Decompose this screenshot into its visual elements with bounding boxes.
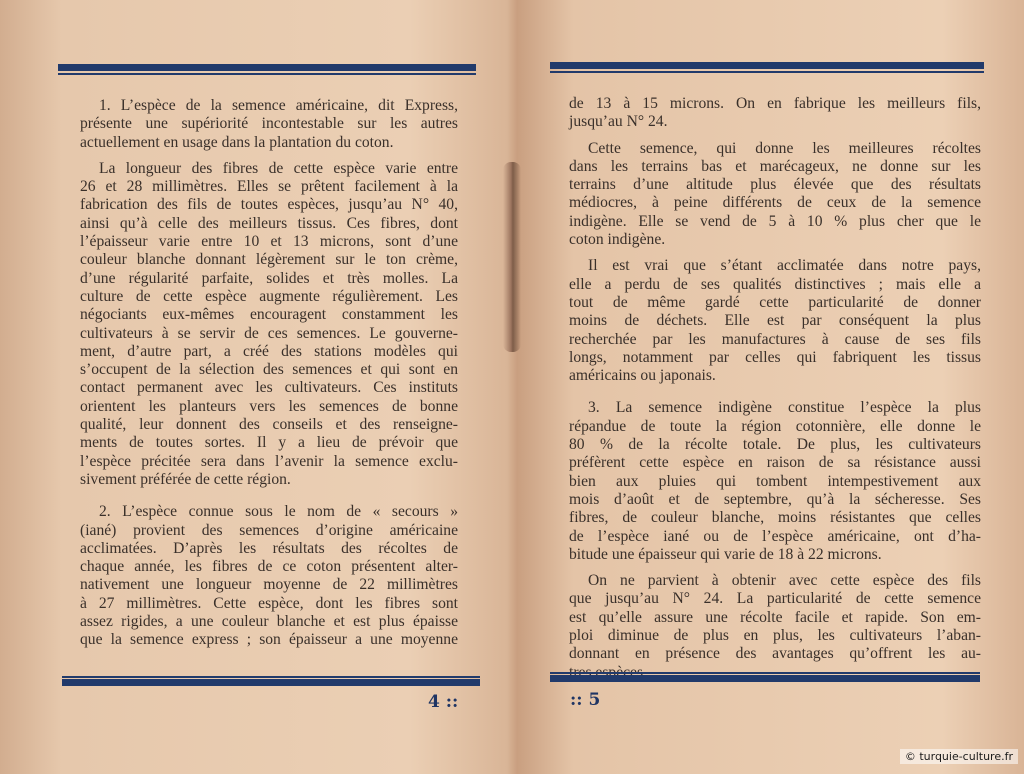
left-body-text [80,97,458,650]
copyright-notice: © turquie-culture.fr [900,749,1018,764]
text-line: qualité, leur donnent des conseils et des renseigne- [80,416,458,434]
text-line: est qu’elle assure une récolte facile et rapide. Son em- [569,608,981,626]
text-line: contact permanent avec les cultivateurs. Ces instituts [80,379,458,397]
top-rule [58,64,476,76]
text-line: jusqu’au N° 24. [569,113,668,131]
text-line: 26 et 28 millimètres. Elles se prêtent facilement à la [80,178,458,196]
text-line: fibres, de couleur blanche, moins résistantes que celles [569,509,981,527]
right-body-text [569,95,981,682]
text-line: fabrication des fils de toutes espèces, jusqu’au N° 40, [80,196,458,214]
text-line: médiocres, à peine différents de ceux de la semence [569,194,981,212]
text-line: chaque année, les fibres de ce coton présentent alter- [80,558,458,576]
text-line: répandue de toute la région cotonnière, elle donne le [569,417,981,435]
text-line: longs, notamment par celles qui fabriquent les tissus [569,348,981,366]
text-line: nativement une longueur moyenne de 22 millimètres [80,576,458,594]
text-line: 80 % de la récolte totale. De plus, les cultivateurs [569,436,981,454]
text-line: La longueur des fibres de cette espèce varie entre [99,159,458,177]
text-line: bien aux pluies qui tombent intempestivement aux [569,472,981,490]
text-line: assez rigides, a une couleur blanche et est plus épaisse [80,613,458,631]
text-line: elle a perdu de ses qualités distinctives ; mais elle a [569,275,981,293]
text-line: acclimatées. D’après les résultats des récoltes de [80,539,458,557]
text-line: de l’espèce iané ou de l’espèce américaine, ont d’ha- [569,527,981,545]
text-line: mois d’août et de septembre, qu’à la sécheresse. Ses [569,490,981,508]
text-line: tout de même gardé cette particularité de donner [569,293,981,311]
text-line: ments de toutes sortes. Il y a lieu de prévoir que [80,434,458,452]
text-line: ainsi qu’à celle des meilleurs tissus. Ces fibres, dont [80,214,458,232]
text-line: culture de cette espèce augmente régulièrement. Les [80,287,458,305]
bottom-rule [550,672,980,684]
text-line: présente une supériorité incontestable sur les autres [80,115,458,133]
text-line: ment, d’autre part, a créé des stations modèles qui [80,342,458,360]
text-line: d’une régularité parfaite, solides et très molles. La [80,269,458,287]
text-line: indigène. Elle se vend de 5 à 10 % plus cher que le [569,212,981,230]
text-line: que la semence express ; son épaisseur a une moyenne [80,631,458,649]
text-line: terrains d’une altitude plus élevée que des résultats [569,176,981,194]
page-number: :: 5 [570,690,601,710]
text-line: bitude une épaisseur qui varie de 18 à 22 microns. [569,545,882,563]
text-line: négociants eux-mêmes encouragent constamment les [80,306,458,324]
text-line: américains ou japonais. [569,367,716,385]
text-line: que jusqu’au N° 24. La particularité de cette semence [569,590,981,608]
text-line: coton indigène. [569,231,666,249]
text-line: Cette semence, qui donne les meilleures récoltes [588,139,981,157]
text-line: l’épaisseur varie entre 10 et 13 microns, sont d’une [80,233,458,251]
text-line: couleur blanche donnant légèrement sur le ton crème, [80,251,458,269]
top-rule [550,62,984,74]
text-line: cultivateurs à se servir de ces semences. Le gouverne- [80,324,458,342]
text-line: à 27 millimètres. Cette espèce, dont les fibres sont [80,594,458,612]
text-line: sivement préférée de cette région. [80,470,291,488]
text-line: 1. L’espèce de la semence américaine, dit Express, [99,97,458,114]
text-line: l’espèce précitée sera dans l’avenir la semence exclu- [80,452,458,470]
page-number: 4 :: [428,692,459,712]
text-line: de 13 à 15 microns. On en fabrique les meilleurs fils, [569,95,981,112]
text-line: moins de déchets. Elle est par conséquent la plus [569,312,981,330]
text-line: ploi diminue de plus en plus, les cultivateurs l’aban- [569,627,981,645]
text-line: 3. La semence indigène constitue l’espèce la plus [588,399,981,417]
text-line: préfèrent cette espèce en raison de sa résistance aussi [569,454,981,472]
text-line: orientent les planteurs vers les semences de bonne [80,397,458,415]
text-line: actuellement en usage dans la plantation du coton. [80,133,394,151]
bottom-rule [62,676,480,688]
right-page [512,0,1024,774]
text-line: recherchée par les manufactures à cause de ses fils [569,330,981,348]
text-line: On ne parvient à obtenir avec cette espèce des fils [588,572,981,590]
text-line: dans les terrains bas et marécageux, ne donne sur les [569,157,981,175]
text-line: donnant en présence des avantages qu’offrent les au- [569,645,981,663]
text-line: Il est vrai que s’étant acclimatée dans notre pays, [588,257,981,275]
text-line: 2. L’espèce connue sous le nom de « secours » [99,503,458,521]
text-line: s’occupent de la sélection des semences et qui sont en [80,361,458,379]
text-line: (iané) provient des semences d’origine américaine [80,521,458,539]
